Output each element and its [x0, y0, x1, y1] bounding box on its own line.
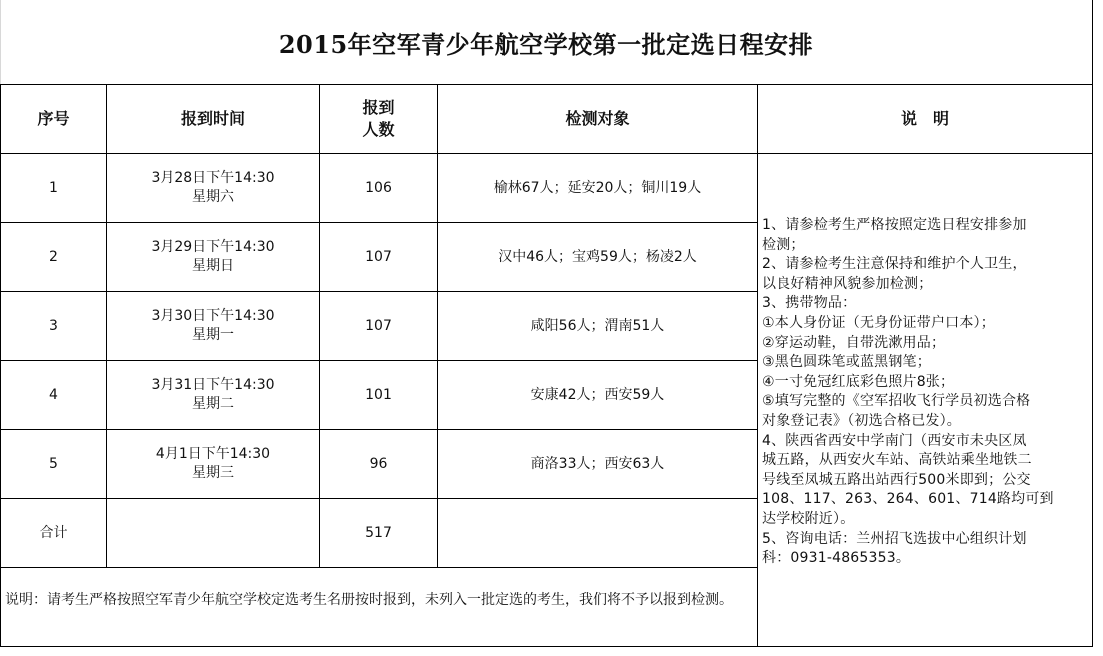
description-line: ④一寸免冠红底彩色照片8张；: [762, 373, 955, 390]
header-count: [320, 85, 438, 154]
row-seq: 2: [1, 223, 107, 292]
header-count-line1: 报到: [362, 98, 395, 117]
row-target: 安康42人；西安59人: [438, 361, 758, 430]
description-line: 1、请参检考生严格按照定选日程安排参加: [762, 217, 1027, 233]
row-date: 3月29日下午14:30: [151, 239, 275, 255]
description-line: 5、咨询电话：兰州招飞选拔中心组织计划: [762, 530, 1027, 547]
header-target: 检测对象: [438, 85, 758, 154]
row-weekday: 星期一: [192, 327, 234, 343]
description-cell: [758, 154, 1093, 647]
row-target: 咸阳56人；渭南51人: [438, 292, 758, 361]
description-line: 3、携带物品：: [762, 295, 857, 312]
row-seq: 1: [1, 154, 107, 223]
description-line: 城五路，从西安火车站、高铁站乘坐地铁二: [762, 452, 1032, 469]
row-seq: 4: [1, 361, 107, 430]
row-date: 4月1日下午14:30: [155, 446, 271, 462]
header-seq: 序号: [1, 85, 107, 154]
total-label: 合计: [1, 499, 107, 568]
row-target: 榆林67人；延安20人；铜川19人: [438, 154, 758, 223]
row-time: [107, 154, 320, 223]
table-row: [1, 154, 1093, 223]
description-line: 以良好精神风貌参加检测；: [762, 275, 933, 292]
row-count: 106: [320, 154, 438, 223]
description-line: 检测；: [762, 236, 805, 253]
row-count: 96: [320, 430, 438, 499]
row-count: 107: [320, 292, 438, 361]
description-line: ②穿运动鞋，自带洗漱用品；: [762, 334, 946, 351]
total-target-empty: [438, 499, 758, 568]
row-time: [107, 361, 320, 430]
row-date: 3月30日下午14:30: [151, 308, 275, 324]
description-line: 108、117、263、264、601、714路均可到: [762, 491, 1054, 508]
sheet-title: 2015年空军青少年航空学校第一批定选日程安排: [0, 0, 1093, 85]
row-weekday: 星期三: [192, 465, 234, 481]
row-time: [107, 430, 320, 499]
total-time-empty: [107, 499, 320, 568]
row-time: [107, 292, 320, 361]
description-line: 号线至凤城五路出站西行500米即到；公交: [762, 471, 1031, 488]
header-time: 报到时间: [107, 85, 320, 154]
description-line: ⑤填写完整的《空军招收飞行学员初选合格: [762, 393, 1031, 410]
row-weekday: 星期六: [192, 189, 234, 205]
total-count: 517: [320, 499, 438, 568]
description-line: 对象登记表》（初选合格已发）。: [762, 412, 961, 429]
row-seq: 5: [1, 430, 107, 499]
row-seq: 3: [1, 292, 107, 361]
row-weekday: 星期日: [192, 258, 234, 274]
row-date: 3月31日下午14:30: [151, 377, 275, 393]
description-line: 科：0931-4865353。: [762, 550, 911, 567]
footer-note: 说明：请考生严格按照空军青少年航空学校定选考生名册按时报到，未列入一批定选的考生，我们将不予以报到检测。: [1, 568, 758, 647]
row-weekday: 星期二: [192, 396, 234, 412]
schedule-table: [0, 84, 1093, 647]
row-target: 商洛33人；西安63人: [438, 430, 758, 499]
row-date: 3月28日下午14:30: [151, 170, 275, 186]
row-target: 汉中46人；宝鸡59人；杨凌2人: [438, 223, 758, 292]
header-desc: 说 明: [758, 85, 1093, 154]
header-count-line2: 人数: [362, 120, 395, 139]
description-line: 2、请参检考生注意保持和维护个人卫生，: [762, 256, 1027, 273]
row-time: [107, 223, 320, 292]
row-count: 107: [320, 223, 438, 292]
description-line: 4、陕西省西安中学南门（西安市未央区凤: [762, 432, 1027, 449]
description-line: 达学校附近）。: [762, 510, 855, 527]
row-count: 101: [320, 361, 438, 430]
description-line: ③黑色圆珠笔或蓝黑钢笔；: [762, 354, 931, 371]
header-row: [1, 85, 1093, 154]
description-line: ①本人身份证（无身份证带户口本）；: [762, 314, 995, 331]
